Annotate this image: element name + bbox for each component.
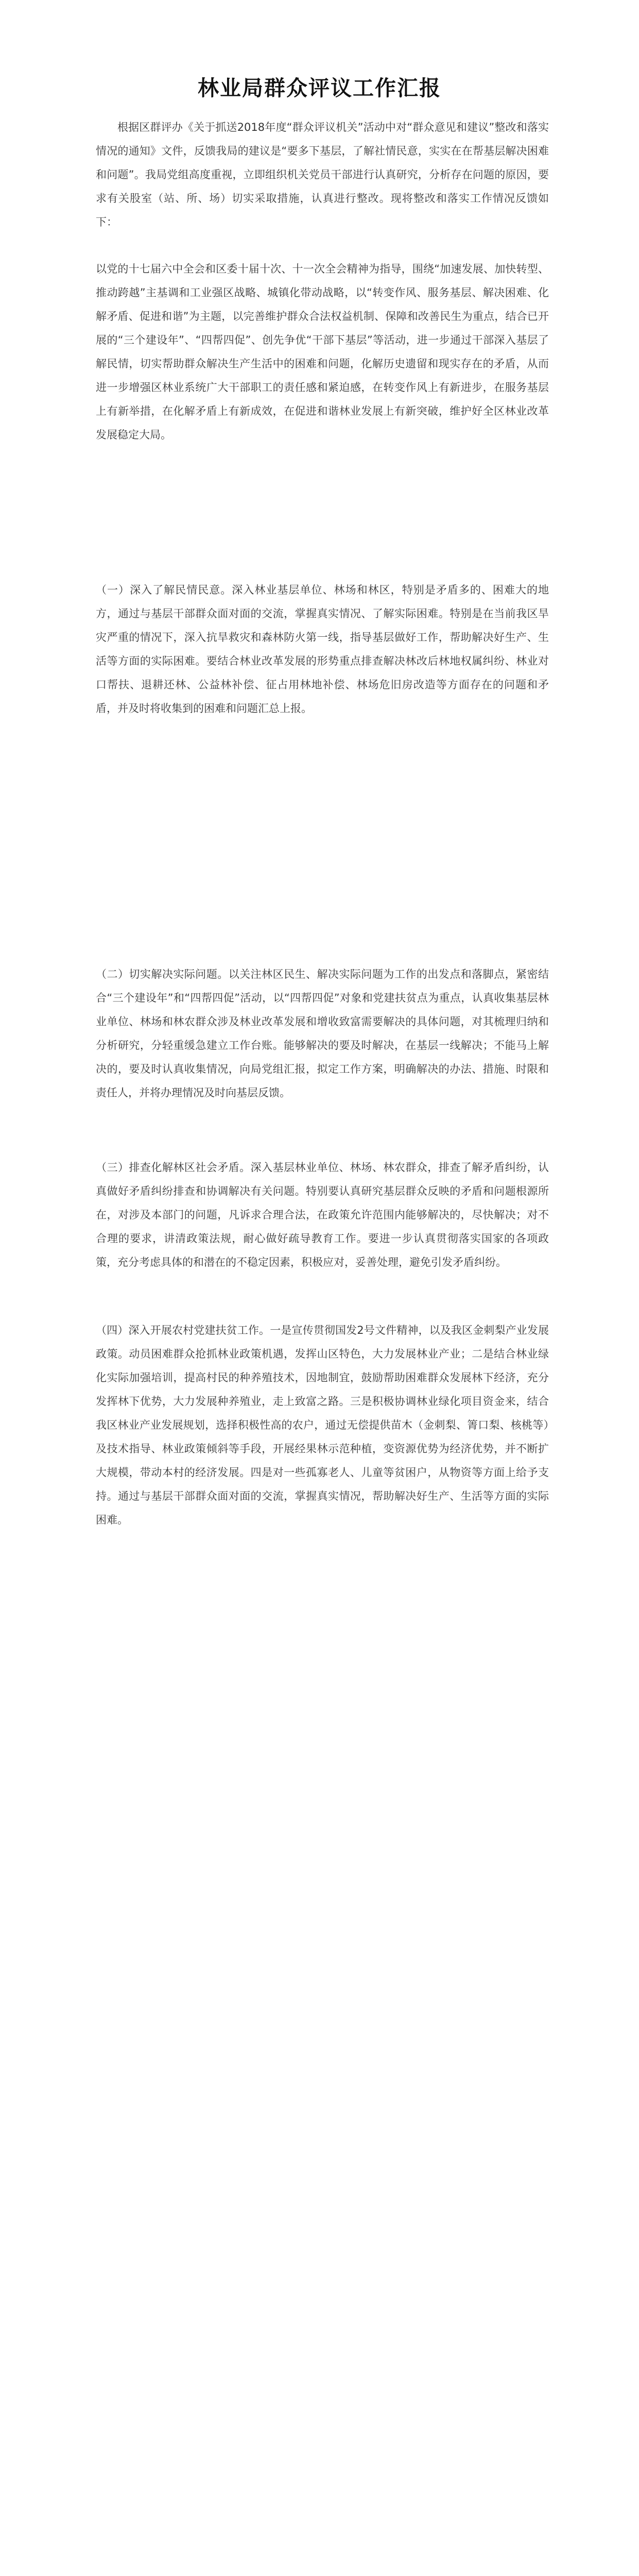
section-1-paragraph: （一）深入了解民情民意。深入林业基层单位、林场和林区，特别是矛盾多的、困难大的地方，通过与基层干部群众面对面的交流，掌握真实情况、了解实际困难。特别是在当前我区旱灾严重的情况下，深入抗旱救灾和森林防火第一线，指导基层做好工作，帮助解决好生产、生活等方面的实际困难。要结合林业改革发展的形势重点排查解决林改后林地权属纠纷、林业对口帮扶、退耕还林、公益林补偿、征占用林地补偿、林场危旧房改造等方面存在的问题和矛盾，并及时将收集到的困难和问题汇总上报。 (96, 584, 549, 715)
intro-paragraph: 根据区群评办《关于抓送2018年度“群众评议机关”活动中对“群众意见和建议”整改和落实情况的通知》文件，反馈我局的建议是“要多下基层，了解社情民意，实实在在帮基层解决困难和问题”。我局党组高度重视，立即组织机关党员干部进行认真研究，分析存在问题的原因，要求有关股室（站、所、场）切实采取措施，认真进行整改。现将整改和落实工作情况反馈如下： (96, 121, 549, 228)
document-title: 林业局群众评议工作汇报 (198, 76, 441, 100)
section-2-paragraph: （二）切实解决实际问题。以关注林区民生、解决实际问题为工作的出发点和落脚点，紧密结合“三个建设年”和“四帮四促”活动，以“四帮四促”对象和党建扶贫点为重点，认真收集基层林业单位、林场和林农群众涉及林业改革发展和增收致富需要解决的具体问题，对其梳理归纳和分析研究，分轻重缓急建立工作台账。能够解决的要及时解决，在基层一线解决；不能马上解决的，要及时认真收集情况，向局党组汇报，拟定工作方案，明确解决的办法、措施、时限和责任人，并将办理情况及时向基层反馈。 (96, 968, 549, 1099)
guiding-principle-paragraph: 以党的十七届六中全会和区委十届十次、十一次全会精神为指导，围绕“加速发展、加快转型、推动跨越”主基调和工业强区战略、城镇化带动战略，以“转变作风、服务基层、解决困难、化解矛盾、促进和谐”为主题，以完善维护群众合法权益机制、保障和改善民生为重点，结合已开展的“三个建设年”、“四帮四促”、创先争优“干部下基层”等活动，进一步通过干部深入基层了解民情，切实帮助群众解决生产生活中的困难和问题，化解历史遗留和现实存在的矛盾，从而进一步增强区林业系统广大干部职工的责任感和紧迫感，在转变作风上有新进步，在服务基层上有新举措，在化解矛盾上有新成效，在促进和谐林业发展上有新突破，维护好全区林业改革发展稳定大局。 (96, 263, 549, 441)
section-4-paragraph: （四）深入开展农村党建扶贫工作。一是宣传贯彻国发2号文件精神，以及我区金刺梨产业发展政策。动员困难群众抢抓林业政策机遇，发挥山区特色，大力发展林业产业；二是结合林业绿化实际加强培训，提高村民的种养殖技术，因地制宜，鼓励帮助困难群众发展林下经济，充分发挥林下优势，大力发展种养殖业，走上致富之路。三是积极协调林业绿化项目资金来，结合我区林业产业发展规划，选择积极性高的农户，通过无偿提供苗木（金刺梨、箐口梨、核桃等）及技术指导、林业政策倾斜等手段，开展经果林示范种植，变资源优势为经济优势，并不断扩大规模，带动本村的经济发展。四是对一些孤寡老人、儿童等贫困户，从物资等方面上给予支持。通过与基层干部群众面对面的交流，掌握真实情况，帮助解决好生产、生活等方面的实际困难。 (96, 1324, 549, 1526)
section-3-paragraph: （三）排查化解林区社会矛盾。深入基层林业单位、林场、林农群众，排查了解矛盾纠纷，认真做好矛盾纠纷排查和协调解决有关问题。特别要认真研究基层群众反映的矛盾和问题根源所在，对涉及本部门的问题，凡诉求合理合法，在政策允许范围内能够解决的，尽快解决；对不合理的要求，讲清政策法规，耐心做好疏导教育工作。要进一步认真贯彻落实国家的各项政策，充分考虑具体的和潜在的不稳定因素，积极应对，妥善处理，避免引发矛盾纠纷。 (96, 1161, 549, 1268)
